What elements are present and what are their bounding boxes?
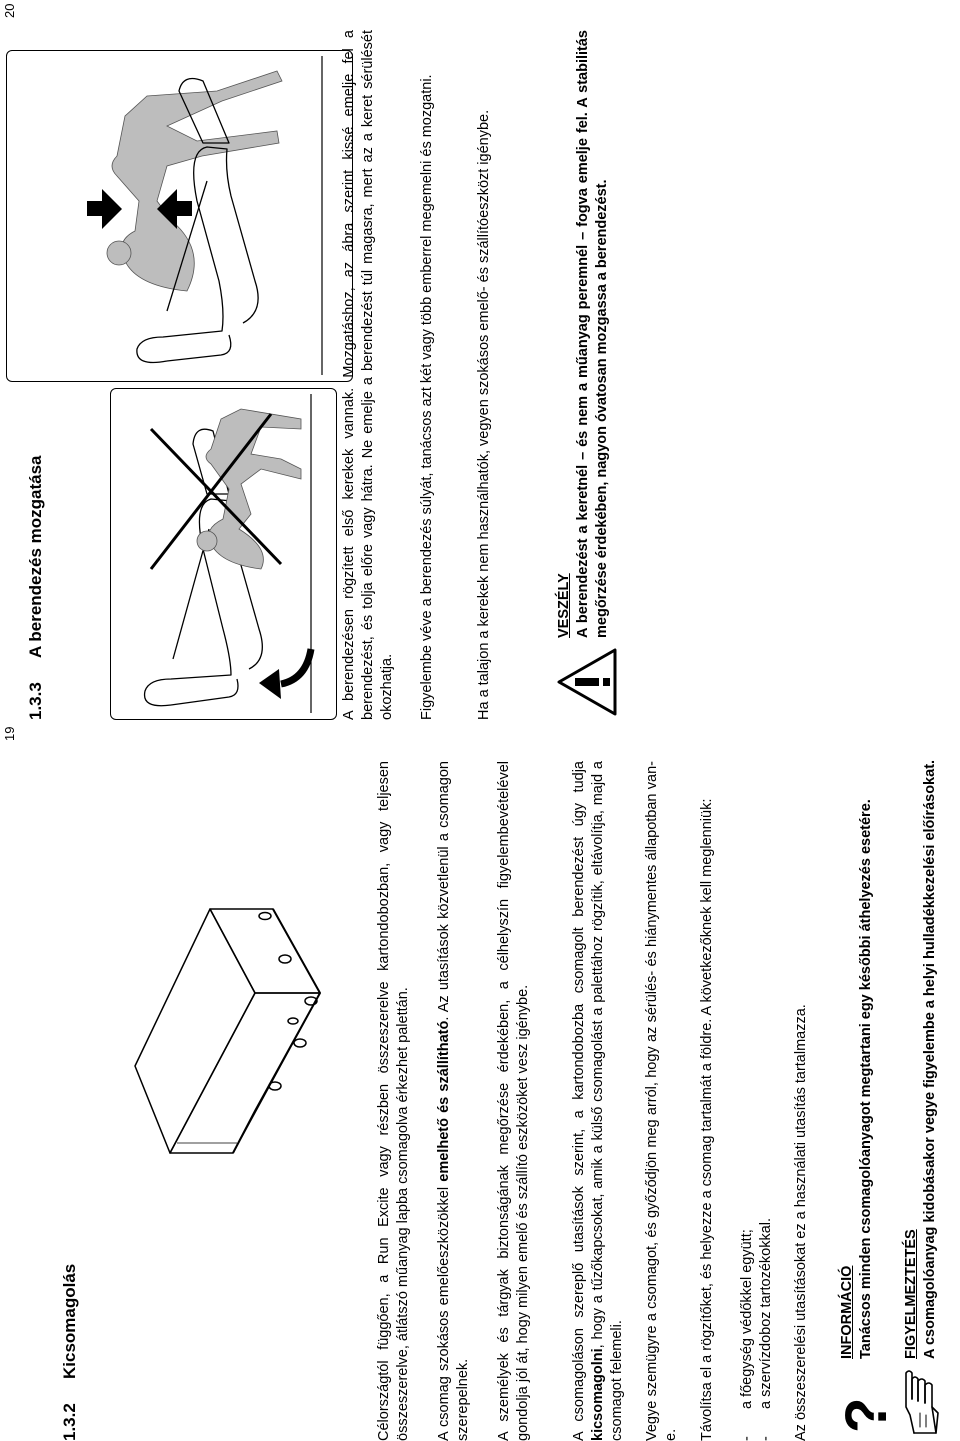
figure-correct-lift — [6, 50, 353, 382]
page-20 — [0, 0, 960, 720]
treadmill-lift-correct-drawing — [7, 51, 352, 381]
warning-triangle-icon — [555, 646, 621, 718]
danger-callout — [555, 30, 612, 638]
info-title: INFORMÁCIÓ — [839, 1265, 855, 1359]
contents-list — [738, 761, 776, 1441]
paragraph-3: A személyek és tárgyak biztonságának megőrzése érdekében, a célhelyszín figyelembevételével gondolja jól át, hogy milyen emelő és szállító eszközöket vesz igénybe. — [496, 761, 531, 1441]
info-callout — [838, 759, 876, 1359]
paragraph-5: Vegye szemügyre a csomagot, és győződjön meg arról, hogy az sérülés- és hiánymentes állapotban van-e. — [644, 761, 679, 1441]
danger-title: VESZÉLY — [556, 573, 572, 638]
section-heading — [26, 456, 46, 721]
cardboard-box-illustration — [115, 891, 340, 1171]
page-number: 20 — [2, 3, 17, 18]
question-mark-icon: ? — [834, 1397, 899, 1433]
figure-wrong-lift — [110, 388, 337, 720]
para2-text-b: . Az utasítások közvetlenül a csomagon szerepelnek. — [436, 761, 471, 1441]
paragraph-1: Célországtól függően, a Run Excite vagy részben összeszerelve kartondobozban, vagy teljesen összeszerelve, átlátszó műanyag lapba csomagolva érkezhet palettán. — [376, 761, 411, 1441]
para2-bold: emelhető és szállítható — [436, 1020, 452, 1182]
paragraph-6: Távolítsa el a rögzítőket, és helyezze a csomag tartalmát a földre. A következőknek kell meglenniük: — [699, 798, 715, 1441]
paragraph-1: A berendezésen rögzített első kerekek vannak. Mozgatáshoz, az ábra szerint kissé emelje fel a berendezést, és tolja előre vagy hátra. Ne emelje a berendezést túl magasra, mert az a keret sérülését okozhatja. — [341, 30, 395, 720]
section-title: A berendezés mozgatása — [26, 455, 45, 658]
warning-text: A csomagolóanyag kidobásakor vegye figyelembe a helyi hulladékkezelési előírásokat. — [922, 759, 938, 1359]
section-title: Kicsomagolás — [60, 1263, 79, 1379]
section-number: 1.3.3 — [26, 682, 45, 720]
paragraph-4 — [570, 761, 627, 1441]
para4-text-b: , hogy a tűzőkapcsokat, amik a külső csomagolást a palettához rögzítik, eltávolítja, majd a csomagot felemeli. — [590, 761, 625, 1441]
para4-bold: kicsomagolni — [590, 1348, 606, 1441]
paragraph-3: Ha a talajon a kerekek nem használhatók, vegyen szokásos emelő- és szállítóeszközt igénybe. — [476, 109, 492, 720]
info-text: Tanácsos minden csomagolóanyagot megtartani egy későbbi áthelyezés esetére. — [858, 799, 874, 1359]
treadmill-lift-wrong-drawing — [111, 389, 336, 719]
section-heading — [60, 1264, 80, 1441]
warning-callout — [902, 759, 940, 1359]
paragraph-2 — [435, 761, 473, 1441]
list-item: -a szervízdoboz tartozékokkal. — [758, 1217, 774, 1441]
para2-text-a: A csomag szokásos emelőeszközökkel — [436, 1181, 452, 1441]
paragraph-2: Figyelembe véve a berendezés súlyát, tanácsos azt két vagy több emberrel megemelni és mozgatni. — [419, 74, 435, 720]
danger-text: A berendezést a keretnél – és nem a műanyag peremnél – fogva emelje fel. A stabilitás megőrzése érdekében, nagyon óvatosan mozgassa a berendezést. — [575, 30, 610, 638]
para4-text-a: A csomagoláson szereplő utasítások szerint, a kartondobozba csomagolt berendezést úgy tudja — [571, 761, 587, 1441]
page-19 — [0, 721, 960, 1441]
pointing-hand-icon — [900, 1367, 950, 1437]
page-number: 19 — [2, 726, 17, 741]
warning-title: FIGYELMEZTETÉS — [903, 1229, 919, 1359]
paragraph-7: Az összeszerelési utasításokat ez a használati utasítás tartalmazza. — [793, 1004, 809, 1441]
section-number: 1.3.2 — [60, 1403, 79, 1441]
list-item: -a főegység védőkkel együtt; — [739, 1229, 755, 1441]
